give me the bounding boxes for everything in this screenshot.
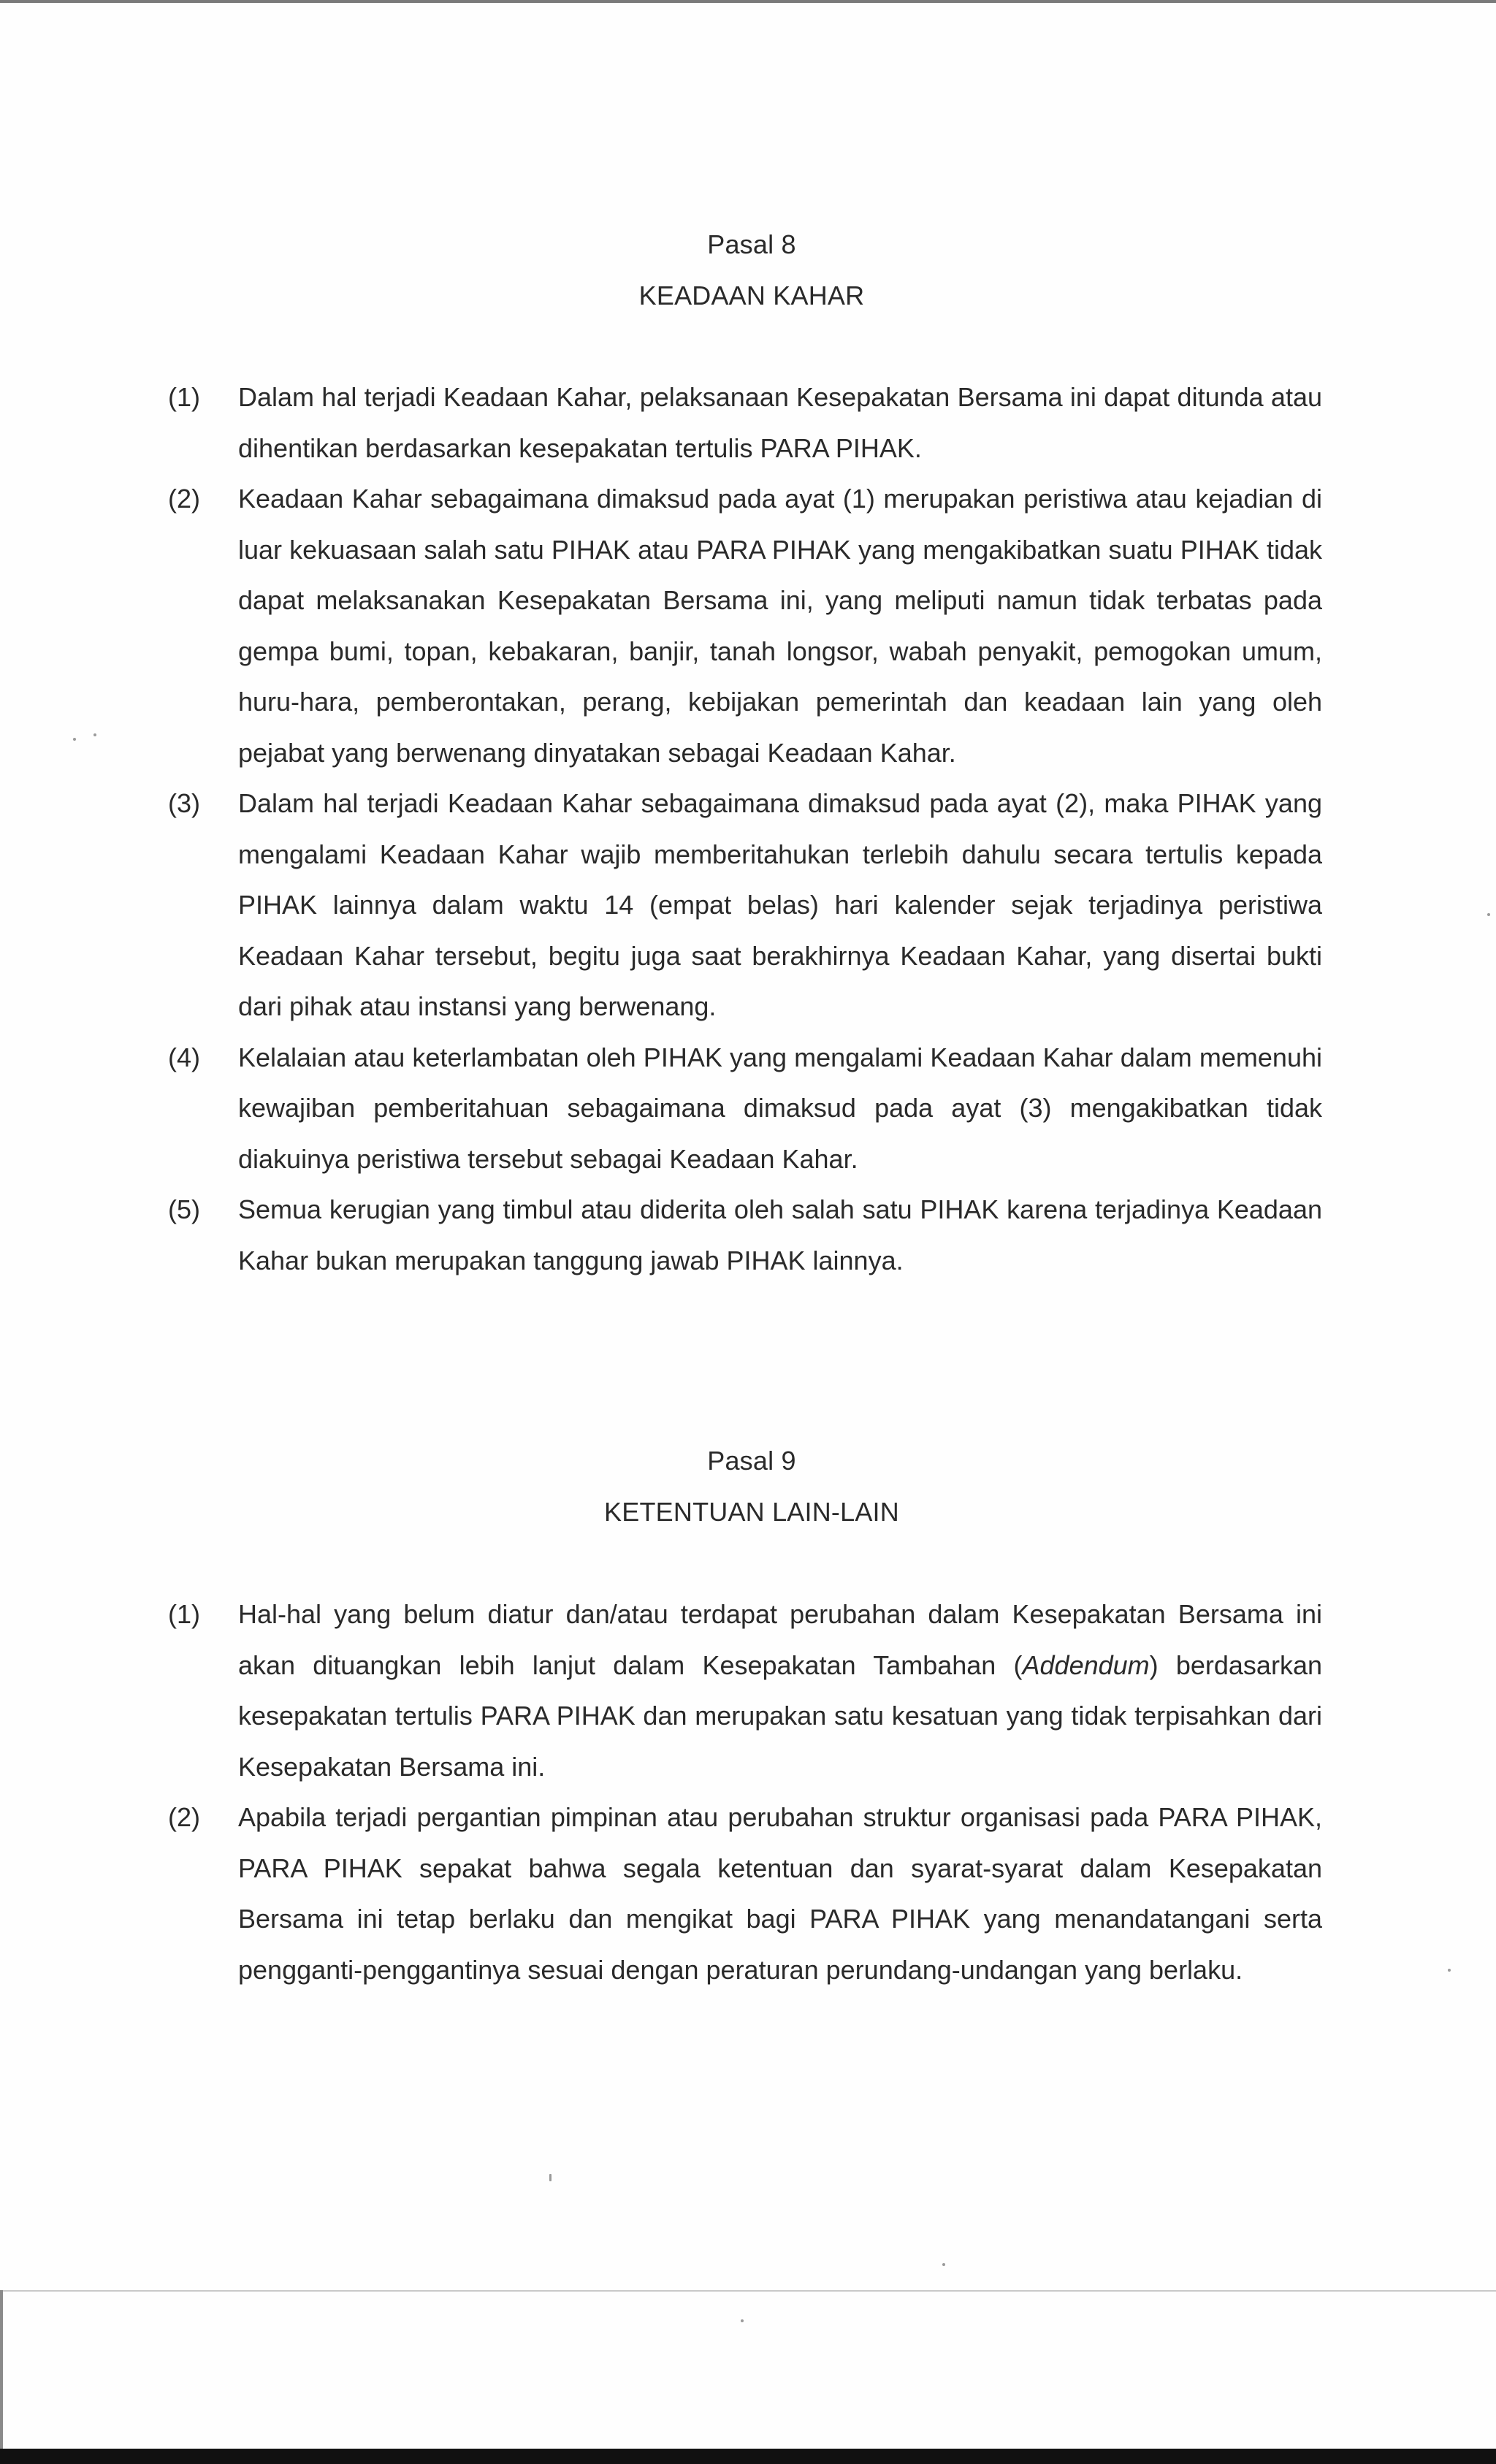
clause-number: (1) [168,382,200,412]
clause-text: Apabila terjadi pergantian pimpinan atau perubahan struktur organisasi pada PARA PIHAK, PARA PIHAK sepakat bahwa segala ketentuan dan syarat-syarat dalam Kesepakatan Bersama ini tetap berlaku dan mengikat bagi PARA PIHAK yang menandatangani serta pengganti-penggantinya sesuai dengan peraturan perundang-undangan yang berlaku. [238,1802,1322,1985]
scan-speck [1448,1969,1451,1972]
scan-left-edge [0,2290,3,2464]
scan-speck [549,2174,552,2181]
clause-number: (4) [168,1042,200,1072]
clause-text: Kelalaian atau keterlambatan oleh PIHAK yang mengalami Keadaan Kahar dalam memenuhi kewajiban pemberitahuan sebagaimana dimaksud pada ayat (3) mengakibatkan tidak diakuinya peristiwa tersebut sebagai Keadaan Kahar. [238,1042,1322,1174]
pasal-8-clauses [168,372,1322,1286]
scan-speck [942,2263,945,2266]
pasal-title: KEADAAN KAHAR [638,281,865,310]
pasal-9-clauses [168,1589,1322,1995]
clause-text-part: ) berdasarkan kesepakatan tertulis PARA PIHAK dan merupakan satu kesatuan yang tidak terpisahkan dari Kesepakatan Bersama ini. [238,1649,1322,1782]
addendum-term: Addendum [1022,1649,1150,1680]
clause-item [168,1032,1322,1185]
clause-item [168,372,1322,473]
scan-speck [1487,913,1490,916]
clause-item [168,1792,1322,1995]
clause-number: (2) [168,1802,200,1832]
clause-text: Keadaan Kahar sebagaimana dimaksud pada ayat (1) merupakan peristiwa atau kejadian di luar kekuasaan salah satu PIHAK atau PARA PIHAK yang mengakibatkan suatu PIHAK tidak dapat melaksanakan Kesepakatan Bersama ini, yang meliputi namun tidak terbatas pada gempa bumi, topan, kebakaran, banjir, tanah longsor, wabah penyakit, pemogokan umum, huru-hara, pemberontakan, perang, kebijakan pemerintah dan keadaan lain yang oleh pejabat yang berwenang dinyatakan sebagai Keadaan Kahar. [238,484,1322,768]
clause-text: Semua kerugian yang timbul atau diderita oleh salah satu PIHAK karena terjadinya Keadaan Kahar bukan merupakan tanggung jawab PIHAK lainnya. [238,1194,1322,1275]
clause-text: Dalam hal terjadi Keadaan Kahar, pelaksanaan Kesepakatan Bersama ini dapat ditunda atau dihentikan berdasarkan kesepakatan tertulis PARA PIHAK. [238,382,1322,463]
pasal-title: KETENTUAN LAIN-LAIN [604,1497,899,1527]
pasal-number: Pasal 9 [707,1446,796,1476]
clause-item [168,473,1322,778]
clause-text: Dalam hal terjadi Keadaan Kahar sebagaimana dimaksud pada ayat (2), maka PIHAK yang mengalami Keadaan Kahar wajib memberitahukan terlebih dahulu secara tertulis kepada PIHAK lainnya dalam waktu 14 (empat belas) hari kalender sejak terjadinya peristiwa Keadaan Kahar tersebut, begitu juga saat berakhirnya Keadaan Kahar, yang disertai bukti dari pihak atau instansi yang berwenang. [238,788,1322,1021]
pasal-number: Pasal 8 [707,229,796,259]
clause-item [168,1589,1322,1792]
scan-speck [73,738,76,741]
scan-fold-line [0,2290,1496,2292]
clause-item [168,1184,1322,1286]
clause-number: (3) [168,788,200,818]
clause-number: (2) [168,484,200,514]
scan-speck [94,733,96,736]
clause-text [238,1589,1322,1792]
scan-bottom-edge [0,2449,1496,2464]
clause-number: (1) [168,1599,200,1629]
clause-text-part: Hal-hal yang belum diatur dan/atau terdapat perubahan dalam Kesepakatan Bersama ini akan dituangkan lebih lanjut dalam Kesepakatan Tambahan ( [238,1599,1322,1680]
pasal-9-section [0,1435,1496,1538]
clause-item [168,778,1322,1032]
clause-number: (5) [168,1194,200,1224]
pasal-8-section [0,219,1496,321]
scan-speck [741,2319,744,2322]
scan-top-edge [0,0,1496,3]
